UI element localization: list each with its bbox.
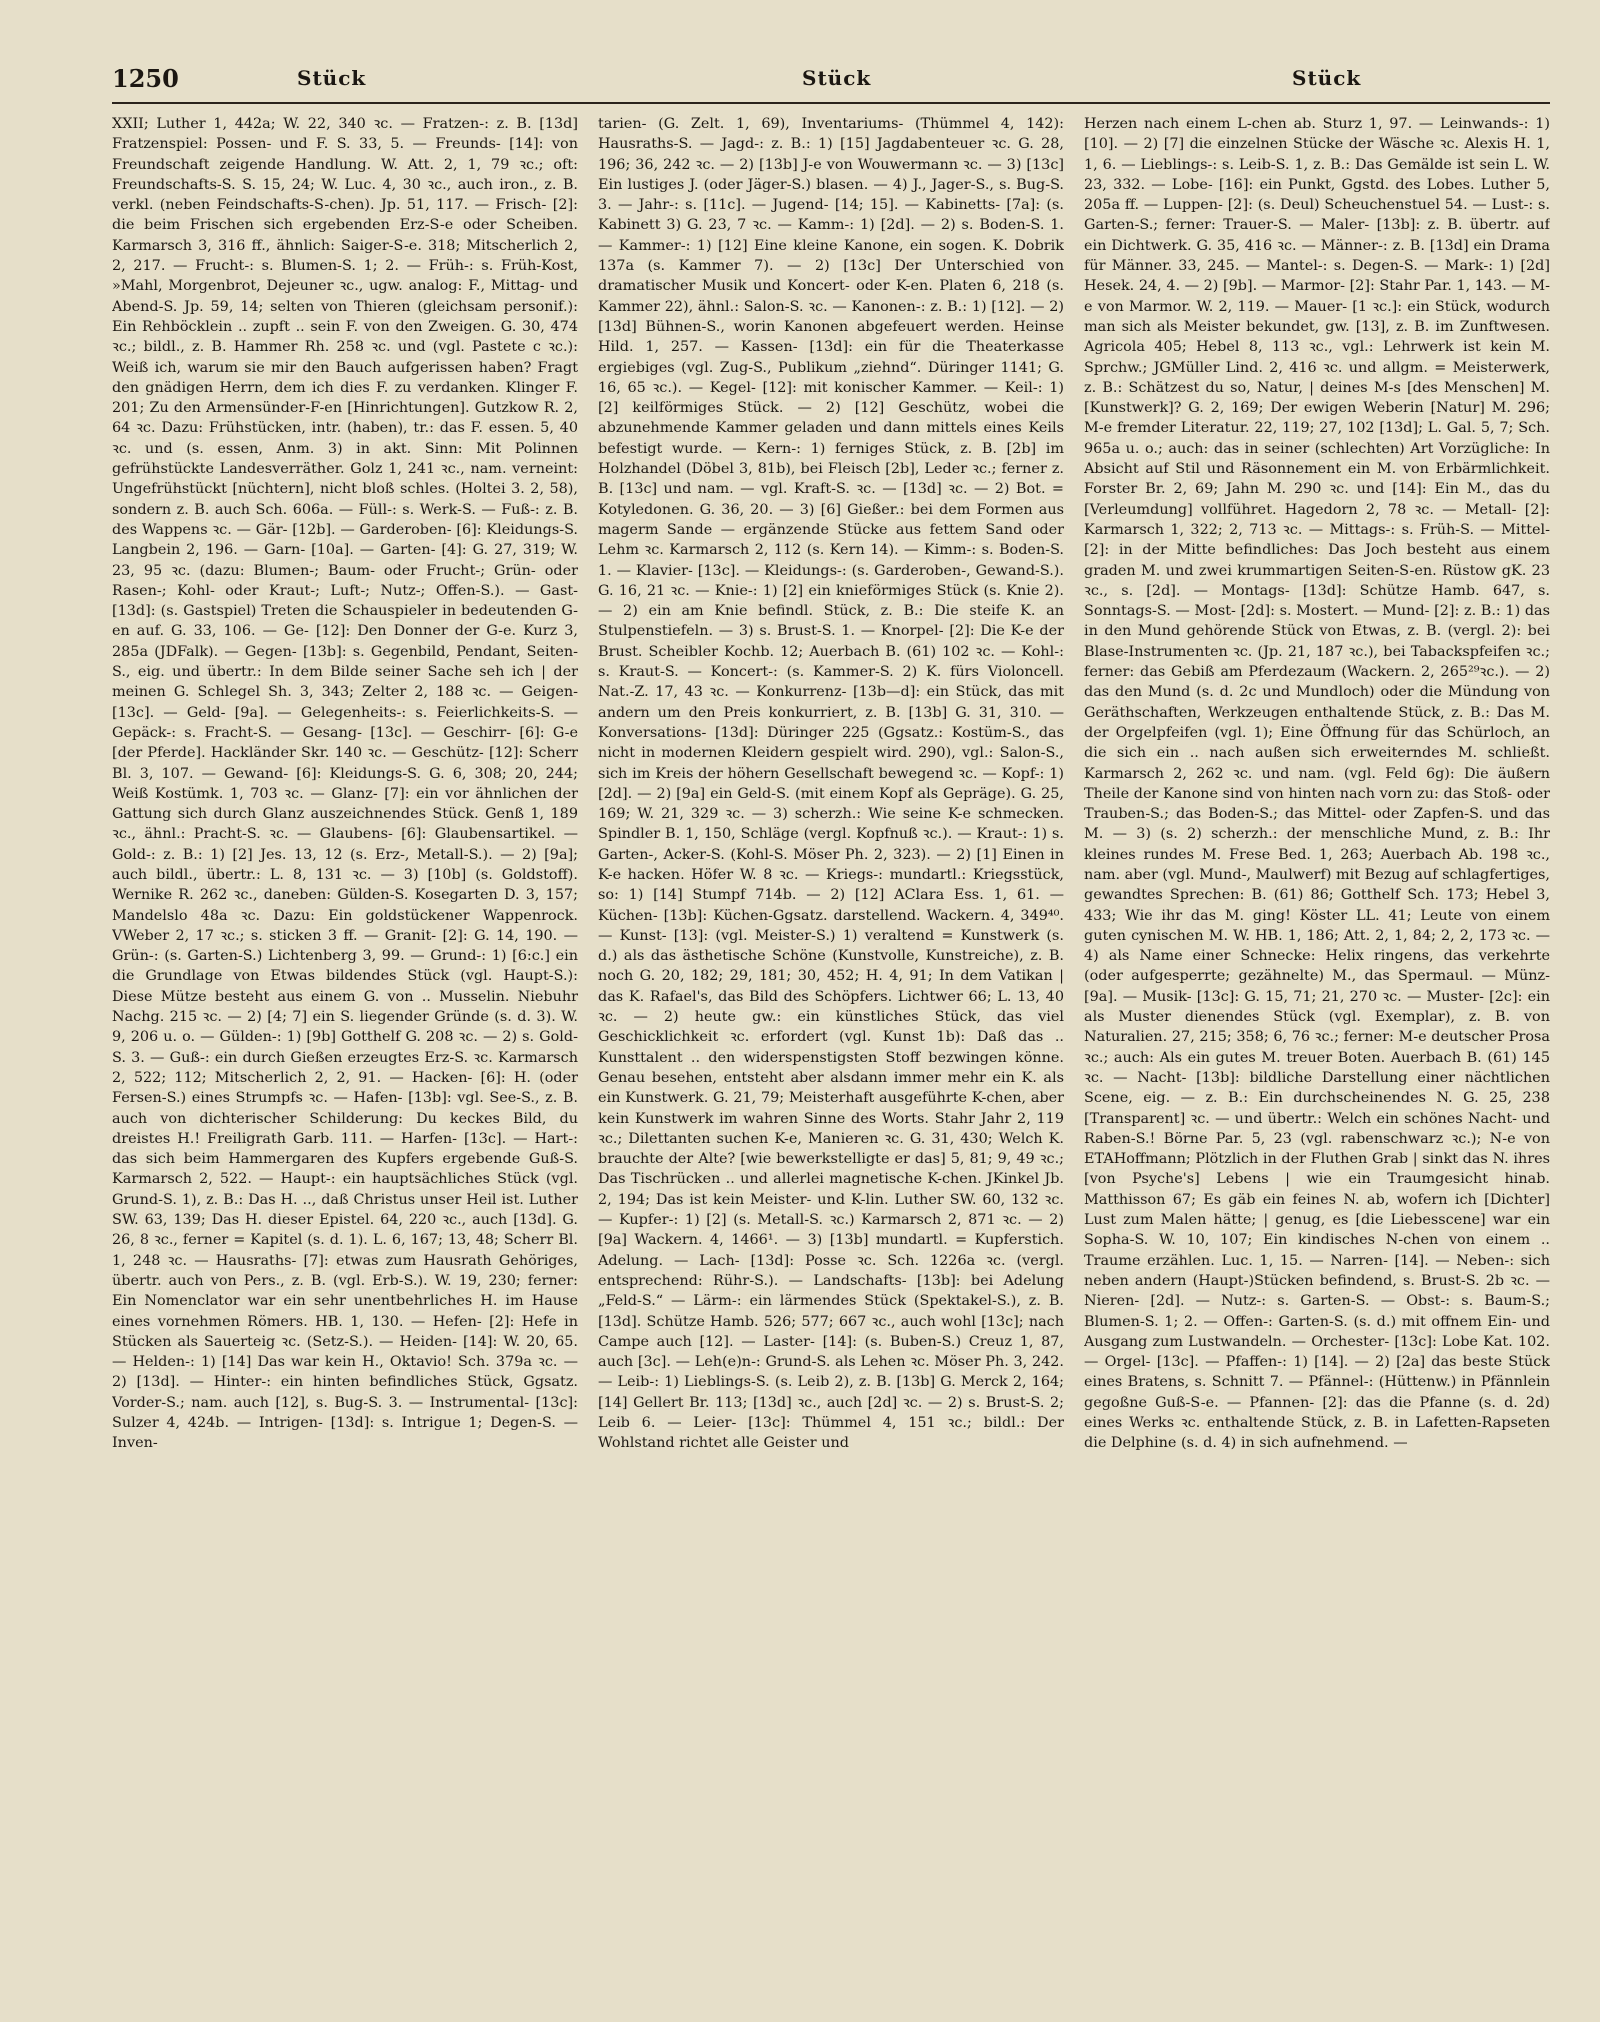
running-headword-center: Stück: [802, 66, 872, 90]
text-column-middle: [598, 114, 1064, 2014]
running-headword-left: Stück: [297, 66, 367, 90]
page-header: [112, 58, 1550, 104]
column-text: tarien- (G. Zelt. 1, 69), Inventariums- (Thümmel 4, 142): Hausraths-S. — Jagd-: z. B.: 1) [15] Jagdabenteuer ꝛc. G. 28, 196; 36, 242 ꝛc. — 2) [13b] J-e von Wouwermann ꝛc. — 3) [13c] Ein lustiges J. (oder Jäger-S.) blasen. — 4) J., Jager-S., s. Bug-S. 3. — Jahr-: s. [11c]. — Jugend- [14; 15]. — Kabinetts- [7a]: (s. Kabinett 3) G. 23, 7 ꝛc. — Kamm-: 1) [2d]. — 2) s. Boden-S. 1. — Kammer-: 1) [12] Eine kleine Kanone, ein sogen. K. Dobrik 137a (s. Kammer 7). — 2) [13c] Der Unterschied von dramatischer Musik und Koncert- oder K-en. Platen 6, 218 (s. Kammer 22), ähnl.: Salon-S. ꝛc. — Kanonen-: z. B.: 1) [12]. — 2) [13d] Bühnen-S., worin Kanonen abgefeuert werden. Heinse Hild. 1, 257. — Kassen- [13d]: ein für die Theaterkasse ergiebiges (vgl. Zug-S., Publikum „ziehnd“. Düringer 1141; G. 16, 65 ꝛc.). — Kegel- [12]: mit konischer Kammer. — Keil-: 1) [2] keilförmiges Stück. — 2) [12] Geschütz, wobei die abzunehmende Kammer geladen und dann mittels eines Keils befestigt wurde. — Kern-: 1) ferniges Stück, z. B. [2b] im Holzhandel (Döbel 3, 81b), bei Fleisch [2b], Leder ꝛc.; ferner z. B. [13c] und nam. — vgl. Kraft-S. ꝛc. — [13d] ꝛc. — 2) Bot. = Kotyledonen. G. 36, 20. — 3) [6] Gießer.: bei dem Formen aus magerm Sande — ergänzende Stücke aus fettem Sand oder Lehm ꝛc. Karmarsch 2, 112 (s. Kern 14). — Kimm-: s. Boden-S. 1. — Klavier- [13c]. — Kleidungs-: (s. Garderoben-, Gewand-S.). G. 16, 21 ꝛc. — Knie-: 1) [2] ein knieförmiges Stück (s. Knie 2). — 2) ein am Knie befindl. Stück, z. B.: Die steife K. an Stulpenstiefeln. — 3) s. Brust-S. 1. — Knorpel- [2]: Die K-e der Brust. Scheibler Kochb. 12; Auerbach B. (61) 102 ꝛc. — Kohl-: s. Kraut-S. — Koncert-: (s. Kammer-S. 2) K. fürs Violoncell. Nat.-Z. 17, 43 ꝛc. — Konkurrenz- [13b—d]: ein Stück, das mit andern um den Preis konkurriert, z. B. [13b] G. 31, 310. — Konversations- [13d]: Düringer 225 (Ggsatz.: Kostüm-S., das nicht in modernen Kleidern gespielt wird. 290), vgl.: Salon-S., sich im Kreis der höhern Gesellschaft bewegend ꝛc. — Kopf-: 1) [2d]. — 2) [9a] ein Geld-S. (mit einem Kopf als Gepräge). G. 25, 169; W. 21, 329 ꝛc. — 3) scherzh.: Wie seine K-e schmecken. Spindler B. 1, 150, Schläge (vergl. Kopfnuß ꝛc.). — Kraut-: 1) s. Garten-, Acker-S. (Kohl-S. Möser Ph. 2, 323). — 2) [1] Einen in K-e hacken. Höfer W. 8 ꝛc. — Kriegs-: mundartl.: Kriegsstück, so: 1) [14] Stumpf 714b. — 2) [12] AClara Ess. 1, 61. — Küchen- [13b]: Küchen-Ggsatz. darstellend. Wackern. 4, 349⁴⁰. — Kunst- [13]: (vgl. Meister-S.) 1) veraltend = Kunstwerk (s. d.) als das ästhetische Schöne (Kunstvolle, Kunstreiche), z. B. noch G. 20, 182; 29, 181; 30, 452; H. 4, 91; In dem Vatikan | das K. Rafael's, das Bild des Schöpfers. Lichtwer 66; L. 13, 40 ꝛc. — 2) heute gw.: ein künstliches Stück, das viel Geschicklichkeit ꝛc. erfordert (vgl. Kunst 1b): Daß das .. Kunsttalent .. den widerspenstigsten Stoff bezwingen könne. Genau besehen, entsteht aber alsdann immer mehr ein K. als ein Kunstwerk. G. 21, 79; Meisterhaft ausgeführte K-chen, aber kein Kunstwerk im wahren Sinne des Worts. Stahr Jahr 2, 119 ꝛc.; Dilettanten suchen K-e, Manieren ꝛc. G. 31, 430; Welch K. brauchte der Alte? [wie bewerkstelligte er das] 5, 81; 9, 49 ꝛc.; Das Tischrücken .. und allerlei magnetische K-chen. JKinkel Jb. 2, 194; Das ist kein Meister- und K-lin. Luther SW. 60, 132 ꝛc. — Kupfer-: 1) [2] (s. Metall-S. ꝛc.) Karmarsch 2, 871 ꝛc. — 2) [9a] Wackern. 4, 1466¹. — 3) [13b] mundartl. = Kupferstich. Adelung. — Lach- [13d]: Posse ꝛc. Sch. 1226a ꝛc. (vergl. entsprechend: Rühr-S.). — Landschafts- [13b]: bei Adelung „Feld-S.“ — Lärm-: ein lärmendes Stück (Spektakel-S.), z. B. [13d]. Schütze Hamb. 526; 577; 667 ꝛc., auch wohl [13c]; nach Campe auch [12]. — Laster- [14]: (s. Buben-S.) Creuz 1, 87, auch [3c]. — Leh(e)n-: Grund-S. als Lehen ꝛc. Möser Ph. 3, 242. — Leib-: 1) Lieblings-S. (s. Leib 2), z. B. [13b] G. Merck 2, 164; [14] Gellert Br. 113; [13d] ꝛc., auch [2d] ꝛc. — 2) s. Brust-S. 2; Leib 6. — Leier- [13c]: Thümmel 4, 151 ꝛc.; bildl.: Der Wohlstand richtet alle Geister und: [598, 116, 1064, 1452]
column-text: Herzen nach einem L-chen ab. Sturz 1, 97. — Leinwands-: 1) [10]. — 2) [7] die einzelnen Stücke der Wäsche ꝛc. Alexis H. 1, 1, 6. — Lieblings-: s. Leib-S. 1, z. B.: Das Gemälde ist sein L. W. 23, 332. — Lobe- [16]: ein Punkt, Ggstd. des Lobes. Luther 5, 205a ff. — Luppen- [2]: (s. Deul) Scheuchenstuel 54. — Lust-: s. Garten-S.; ferner: Trauer-S. — Maler- [13b]: z. B. übertr. auf ein Dichtwerk. G. 35, 416 ꝛc. — Männer-: z. B. [13d] ein Drama für Männer. 33, 245. — Mantel-: s. Degen-S. — Mark-: 1) [2d] Hesek. 24, 4. — 2) [9b]. — Marmor- [2]: Stahr Par. 1, 143. — M-e von Marmor. W. 2, 119. — Mauer- [1 ꝛc.]: ein Stück, wodurch man sich als Meister bekundet, gw. [13], z. B. im Zunftwesen. Agricola 405; Hebel 8, 113 ꝛc., vgl.: Lehrwerk ist kein M. Sprchw.; JGMüller Lind. 2, 416 ꝛc. und allgm. = Meisterwerk, z. B.: Schätzest du so, Natur, | deines M-s [des Menschen] M. [Kunstwerk]? G. 2, 169; Der ewigen Weberin [Natur] M. 296; M-e fremder Literatur. 22, 119; 27, 102 [13d]; L. Gal. 5, 7; Sch. 965a u. o.; auch: das in seiner (schlechten) Art Vorzügliche: In Absicht auf Stil und Räsonnement ein M. von Erbärmlichkeit. Forster Br. 2, 69; Jahn M. 290 ꝛc. und [14]: Ein M., das du [Verleumdung] vollführet. Hagedorn 2, 78 ꝛc. — Metall- [2]: Karmarsch 1, 322; 2, 713 ꝛc. — Mittags-: s. Früh-S. — Mittel- [2]: in der Mitte befindliches: Das Joch besteht aus einem graden M. und zwei krummartigen Seiten-S-en. Rüstow gK. 23 ꝛc., s. [2d]. — Montags- [13d]: Schütze Hamb. 647, s. Sonntags-S. — Most- [2d]: s. Mostert. — Mund- [2]: z. B.: 1) das in den Mund gehörende Stück von Etwas, z. B. (vergl. 2): bei Blase-Instrumenten ꝛc. (Jp. 21, 187 ꝛc.), bei Tabackspfeifen ꝛc.; ferner: das Gebiß am Pferdezaum (Wackern. 2, 265²⁹ꝛc.). — 2) das den Mund (s. d. 2c und Mundloch) oder die Mündung von Geräthschaften, Werkzeugen enthaltende Stück, z. B.: Das M. der Orgelpfeifen (vgl. 1); Eine Öffnung für das Schürloch, an die sich ein .. nach außen sich erweiterndes M. schließt. Karmarsch 2, 262 ꝛc. und nam. (vgl. Feld 6g): Die äußern Theile der Kanone sind von hinten nach vorn zu: das Stoß- oder Trauben-S.; das Boden-S.; das Mittel- oder Zapfen-S. und das M. — 3) (s. 2) scherzh.: der menschliche Mund, z. B.: Ihr kleines rundes M. Frese Bed. 1, 263; Auerbach Ab. 198 ꝛc., nam. aber (vgl. Mund-, Maulwerf) mit Bezug auf schlagfertiges, gewandtes Sprechen: B. (61) 86; Gotthelf Sch. 173; Hebel 3, 433; Wie ihr das M. ging! Köster LL. 41; Leute von einem guten cynischen M. W. HB. 1, 186; Att. 2, 1, 84; 2, 2, 173 ꝛc. — 4) als Name einer Schnecke: Helix ringens, das verkehrte (oder aufgesperrte; gezähnelte) M., das Spermaul. — Münz- [9a]. — Musik- [13c]: G. 15, 71; 21, 270 ꝛc. — Muster- [2c]: ein als Muster dienendes Stück (vgl. Exemplar), z. B. von Naturalien. 27, 215; 358; 6, 76 ꝛc.; ferner: M-e deutscher Prosa ꝛc.; auch: Als ein gutes M. treuer Boten. Auerbach B. (61) 145 ꝛc. — Nacht- [13b]: bildliche Darstellung einer nächtlichen Scene, eig. — z. B.: Ein durchscheinendes N. G. 25, 238 [Transparent] ꝛc. — und übertr.: Welch ein schönes Nacht- und Raben-S.! Börne Par. 5, 23 (vgl. rabenschwarz ꝛc.); N-e von ETAHoffmann; Plötzlich in der Fluthen Grab | sinkt das N. ihres [von Psyche's] Lebens | wie ein Traumgesicht hinab. Matthisson 67; Es gäb ein feines N. ab, wofern ich [Dichter] Lust zum Malen hätte; | genug, es [die Liebesscene] war ein Sopha-S. W. 10, 107; Ein kindisches N-chen von einem .. Traume erzählen. Luc. 1, 15. — Narren- [14]. — Neben-: sich neben andern (Haupt-)Stücken befindend, s. Brust-S. 2b ꝛc. — Nieren- [2d]. — Nutz-: s. Garten-S. — Obst-: s. Baum-S.; Blumen-S. 1; 2. — Offen-: Garten-S. (s. d.) mit offnem Ein- und Ausgang zum Lustwandeln. — Orchester- [13c]: Lobe Kat. 102. — Orgel- [13c]. — Pfaffen-: 1) [14]. — 2) [2a] das beste Stück eines Bratens, s. Schnitt 7. — Pfännel-: (Hüttenw.) in Pfännlein gegoßne Guß-S-e. — Pfannen- [2]: das die Pfanne (s. d. 2d) eines Werks ꝛc. enthaltende Stück, z. B. in Lafetten-Rapseten die Delphine (s. d. 4) in sich aufnehmend. —: [1084, 116, 1550, 1452]
running-headword-right: Stück: [1292, 66, 1362, 90]
page-number: 1250: [112, 64, 179, 93]
column-text: XXII; Luther 1, 442a; W. 22, 340 ꝛc. — Fratzen-: z. B. [13d] Fratzenspiel: Possen- und F. S. 33, 5. — Freunds- [14]: von Freundschaft zeigende Handlung. W. Att. 2, 1, 79 ꝛc.; oft: Freundschafts-S. S. 15, 24; W. Luc. 4, 30 ꝛc., auch iron., z. B. verkl. (neben Feindschafts-S-chen). Jp. 51, 117. — Frisch- [2]: die beim Frischen sich ergebenden Erz-S-e oder Scheiben. Karmarsch 3, 316 ff., ähnlich: Saiger-S-e. 318; Mitscherlich 2, 2, 217. — Frucht-: s. Blumen-S. 1; 2. — Früh-: s. Früh-Kost, »Mahl, Morgenbrot, Dejeuner ꝛc., ugw. analog: F., Mittag- und Abend-S. Jp. 59, 14; selten von Thieren (gleichsam personif.): Ein Rehböcklein .. zupft .. sein F. von den Zweigen. G. 30, 474 ꝛc.; bildl., z. B. Hammer Rh. 258 ꝛc. und (vgl. Pastete c ꝛc.): Weiß ich, warum sie mir den Bauch aufgerissen haben? Fragt den gnädigen Herrn, dem ich dies F. zu verdanken. Klinger F. 201; Zu den Armensünder-F-en [Hinrichtungen]. Gutzkow R. 2, 64 ꝛc. Dazu: Frühstücken, intr. (haben), tr.: das F. essen. 5, 40 ꝛc. und (s. essen, Anm. 3) in akt. Sinn: Mit Polinnen gefrühstückte Landesverräther. Golz 1, 241 ꝛc., nam. verneint: Ungefrühstückt [nüchtern], nicht bloß schles. (Holtei 3. 2, 58), sondern z. B. auch Sch. 606a. — Füll-: s. Werk-S. — Fuß-: z. B. des Wappens ꝛc. — Gär- [12b]. — Garderoben- [6]: Kleidungs-S. Langbein 2, 196. — Garn- [10a]. — Garten- [4]: G. 27, 319; W. 23, 95 ꝛc. (dazu: Blumen-; Baum- oder Frucht-; Grün- oder Rasen-; Kohl- oder Kraut-; Luft-; Nutz-; Offen-S.). — Gast- [13d]: (s. Gastspiel) Treten die Schauspieler in bedeutenden G-en auf. G. 33, 106. — Ge- [12]: Den Donner der G-e. Kurz 3, 285a (JDFalk). — Gegen- [13b]: s. Gegenbild, Pendant, Seiten-S., eig. und übertr.: In dem Bilde seiner Sache seh ich | der meinen G. Schlegel Sh. 3, 343; Zelter 2, 188 ꝛc. — Geigen- [13c]. — Geld- [9a]. — Gelegenheits-: s. Feierlichkeits-S. — Gepäck-: s. Fracht-S. — Gesang- [13c]. — Geschirr- [6]: G-e [der Pferde]. Hackländer Skr. 140 ꝛc. — Geschütz- [12]: Scherr Bl. 3, 107. — Gewand- [6]: Kleidungs-S. G. 6, 308; 20, 244; Weiß Kostümk. 1, 703 ꝛc. — Glanz- [7]: ein vor ähnlichen der Gattung sich durch Glanz auszeichnendes Stück. Genß 1, 189 ꝛc., ähnl.: Pracht-S. ꝛc. — Glaubens- [6]: Glaubensartikel. — Gold-: z. B.: 1) [2] Jes. 13, 12 (s. Erz-, Metall-S.). — 2) [9a]; auch bildl., übertr.: L. 8, 131 ꝛc. — 3) [10b] (s. Goldstoff). Wernike R. 262 ꝛc., daneben: Gülden-S. Kosegarten D. 3, 157; Mandelslo 48a ꝛc. Dazu: Ein goldstückener Wappenrock. VWeber 2, 17 ꝛc.; s. sticken 3 ff. — Granit- [2]: G. 14, 190. — Grün-: (s. Garten-S.) Lichtenberg 3, 99. — Grund-: 1) [6:c.] ein die Grundlage von Etwas bildendes Stück (vgl. Haupt-S.): Diese Mütze besteht aus einem G. von .. Musselin. Niebuhr Nachg. 215 ꝛc. — 2) [4; 7] ein S. liegender Gründe (s. d. 3). W. 9, 206 u. o. — Gülden-: 1) [9b] Gotthelf G. 208 ꝛc. — 2) s. Gold-S. 3. — Guß-: ein durch Gießen erzeugtes Erz-S. ꝛc. Karmarsch 2, 522; 112; Mitscherlich 2, 2, 91. — Hacken- [6]: H. (oder Fersen-S.) eines Strumpfs ꝛc. — Hafen- [13b]: vgl. See-S., z. B. auch von dichterischer Schilderung: Du keckes Bild, du dreistes H.! Freiligrath Garb. 111. — Harfen- [13c]. — Hart-: das sich beim Hammergaren des Kupfers ergebende Guß-S. Karmarsch 2, 522. — Haupt-: ein hauptsächliches Stück (vgl. Grund-S. 1), z. B.: Das H. .., daß Christus unser Heil ist. Luther SW. 63, 139; Das H. dieser Epistel. 64, 220 ꝛc., auch [13d]. G. 26, 8 ꝛc., ferner = Kapitel (s. d. 1). L. 6, 167; 13, 48; Scherr Bl. 1, 248 ꝛc. — Hausraths- [7]: etwas zum Hausrath Gehöriges, übertr. auch von Pers., z. B. (vgl. Erb-S.). W. 19, 230; ferner: Ein Nomenclator war ein sehr unentbehrliches H. im Hause eines vornehmen Römers. HB. 1, 130. — Hefen- [2]: Hefe in Stücken als Sauerteig ꝛc. (Setz-S.). — Heiden- [14]: W. 20, 65. — Helden-: 1) [14] Das war kein H., Oktavio! Sch. 379a ꝛc. — 2) [13d]. — Hinter-: ein hinten befindliches Stück, Ggsatz. Vorder-S.; nam. auch [12], s. Bug-S. 3. — Instrumental- [13c]: Sulzer 4, 424b. — Intrigen- [13d]: s. Intrigue 1; Degen-S. — Inven-: [112, 116, 578, 1452]
text-column-right: [1084, 114, 1550, 2014]
text-column-left: [112, 114, 578, 2014]
text-columns: [112, 114, 1550, 2014]
